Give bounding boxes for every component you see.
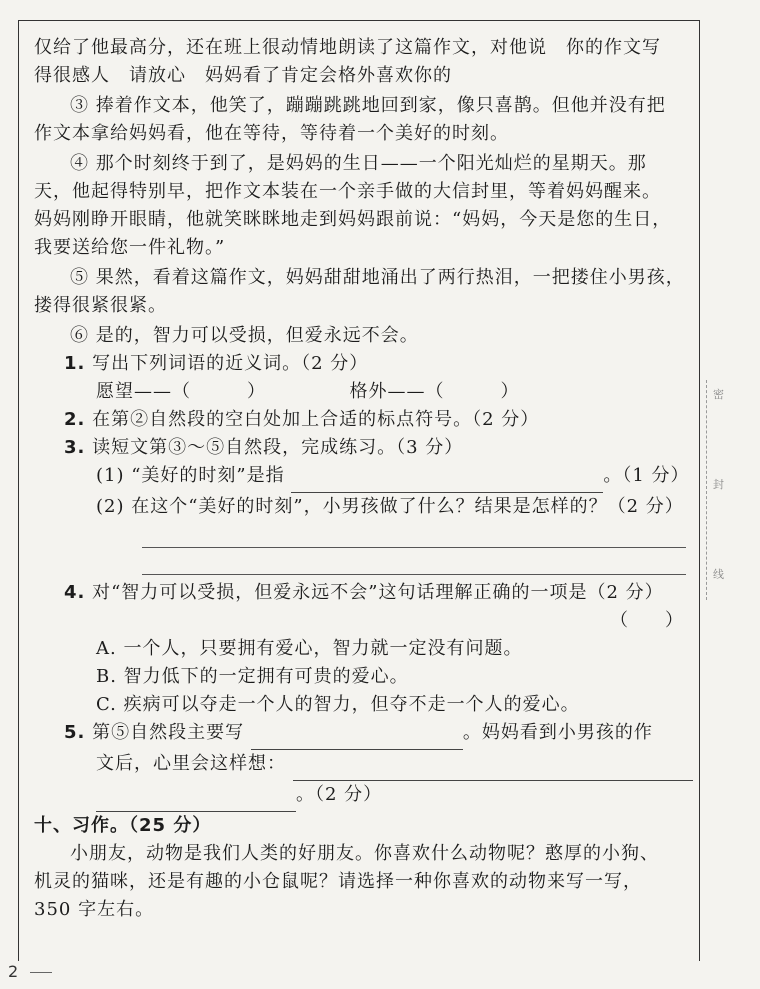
seal-char: 封 bbox=[713, 478, 724, 491]
writing-prompt-line: 350 字左右。 bbox=[34, 899, 155, 920]
answer-blank[interactable] bbox=[291, 464, 603, 493]
paragraph-4-line: 天，他起得特别早，把作文本装在一个亲手做的大信封里，等着妈妈醒来。 bbox=[34, 181, 661, 202]
option-b[interactable]: B. 智力低下的一定拥有可贵的爱心。 bbox=[96, 666, 409, 687]
writing-prompt-line: 小朋友，动物是我们人类的好朋友。你喜欢什么动物呢？憨厚的小狗、 bbox=[70, 843, 659, 864]
question-number: 4. bbox=[64, 582, 86, 603]
question-3 bbox=[34, 434, 694, 462]
answer-paren[interactable] bbox=[34, 607, 694, 635]
paragraph-4-line: 妈妈刚睁开眼睛，他就笑眯眯地走到妈妈跟前说：“妈妈，今天是您的生日， bbox=[34, 209, 672, 230]
sub-label: (2) bbox=[96, 496, 125, 517]
sub-label: (1) bbox=[96, 465, 125, 486]
question-5-end bbox=[34, 781, 694, 812]
question-score: 。（2 分） bbox=[296, 784, 383, 805]
question-text: 写出下列词语的近义词。（2 分） bbox=[92, 353, 369, 374]
writing-prompt-line: 机灵的猫咪，还是有趣的小仓鼠呢？请选择一种你喜欢的动物来写一写， bbox=[34, 871, 642, 892]
question-text: 对“智力可以受损，但爱永远不会”这句话理解正确的一项是（2 分） bbox=[92, 582, 664, 603]
question-1-answers bbox=[34, 378, 694, 406]
paren-open: （ bbox=[610, 610, 629, 631]
question-3-2 bbox=[34, 493, 694, 521]
question-4 bbox=[34, 579, 694, 607]
answer-blank[interactable] bbox=[293, 752, 693, 781]
seal-line-margin bbox=[706, 380, 737, 600]
paren-close: ） bbox=[665, 610, 684, 631]
question-text: 。妈妈看到小男孩的作 bbox=[462, 722, 653, 743]
question-text: 读短文第③～⑤自然段，完成练习。（3 分） bbox=[92, 437, 464, 458]
answer-blank[interactable] bbox=[96, 783, 296, 812]
paragraph-5-line: 搂得很紧很紧。 bbox=[34, 295, 167, 316]
answer-blank[interactable] bbox=[251, 721, 463, 750]
question-number: 3. bbox=[64, 437, 86, 458]
question-text: 文后，心里会这样想： bbox=[96, 753, 286, 774]
question-5-cont bbox=[34, 750, 694, 781]
option-a[interactable]: A. 一个人，只要拥有爱心，智力就一定没有问题。 bbox=[96, 638, 523, 659]
question-number: 2. bbox=[64, 409, 86, 430]
paragraph-3-line: 作文本拿给妈妈看，他在等待，等待着一个美好的时刻。 bbox=[34, 123, 509, 144]
page-number-dash bbox=[30, 972, 52, 973]
paragraph-5-line: ⑤ 果然，看着这篇作文，妈妈甜甜地涌出了两行热泪，一把搂住小男孩， bbox=[70, 267, 685, 288]
passage-line: 得很感人 请放心 妈妈看了肯定会格外喜欢你的 bbox=[34, 65, 452, 86]
worksheet-content bbox=[34, 34, 694, 924]
question-number: 1. bbox=[64, 353, 86, 374]
paren-close: ） bbox=[500, 381, 520, 402]
page-number: 2 bbox=[8, 962, 19, 981]
option-c[interactable]: C. 疾病可以夺走一个人的智力，但夺不走一个人的爱心。 bbox=[96, 694, 580, 715]
sub-text: 在这个“美好的时刻”，小男孩做了什么？结果是怎样的？（2 分） bbox=[131, 496, 684, 517]
question-number: 5. bbox=[64, 722, 86, 743]
passage-line: 仅给了他最高分，还在班上很动情地朗读了这篇作文，对他说 你的作文写 bbox=[34, 37, 661, 58]
question-text: 第⑤自然段主要写 bbox=[92, 722, 245, 743]
sub-score: 。（1 分） bbox=[603, 465, 690, 486]
word-label: 愿望——（ bbox=[96, 381, 191, 402]
seal-char: 线 bbox=[713, 568, 724, 581]
question-5 bbox=[34, 719, 694, 750]
seal-char: 密 bbox=[713, 388, 724, 401]
sub-text: “美好的时刻”是指 bbox=[131, 465, 285, 486]
word-label: 格外——（ bbox=[349, 381, 445, 402]
paragraph-4-line: 我要送给您一件礼物。” bbox=[34, 237, 226, 258]
paragraph-3-line: ③ 捧着作文本，他笑了，蹦蹦跳跳地回到家，像只喜鹊。但他并没有把 bbox=[70, 95, 666, 116]
paragraph-4-line: ④ 那个时刻终于到了，是妈妈的生日——一个阳光灿烂的星期天。那 bbox=[70, 153, 647, 174]
paren-close: ） bbox=[247, 381, 266, 402]
question-1 bbox=[34, 350, 694, 378]
question-text: 在第②自然段的空白处加上合适的标点符号。（2 分） bbox=[92, 409, 540, 430]
question-3-1 bbox=[34, 462, 694, 493]
paragraph-6-line: ⑥ 是的，智力可以受损，但爱永远不会。 bbox=[70, 325, 419, 346]
question-2 bbox=[34, 406, 694, 434]
section-title: 十、习作。（25 分） bbox=[34, 815, 212, 836]
